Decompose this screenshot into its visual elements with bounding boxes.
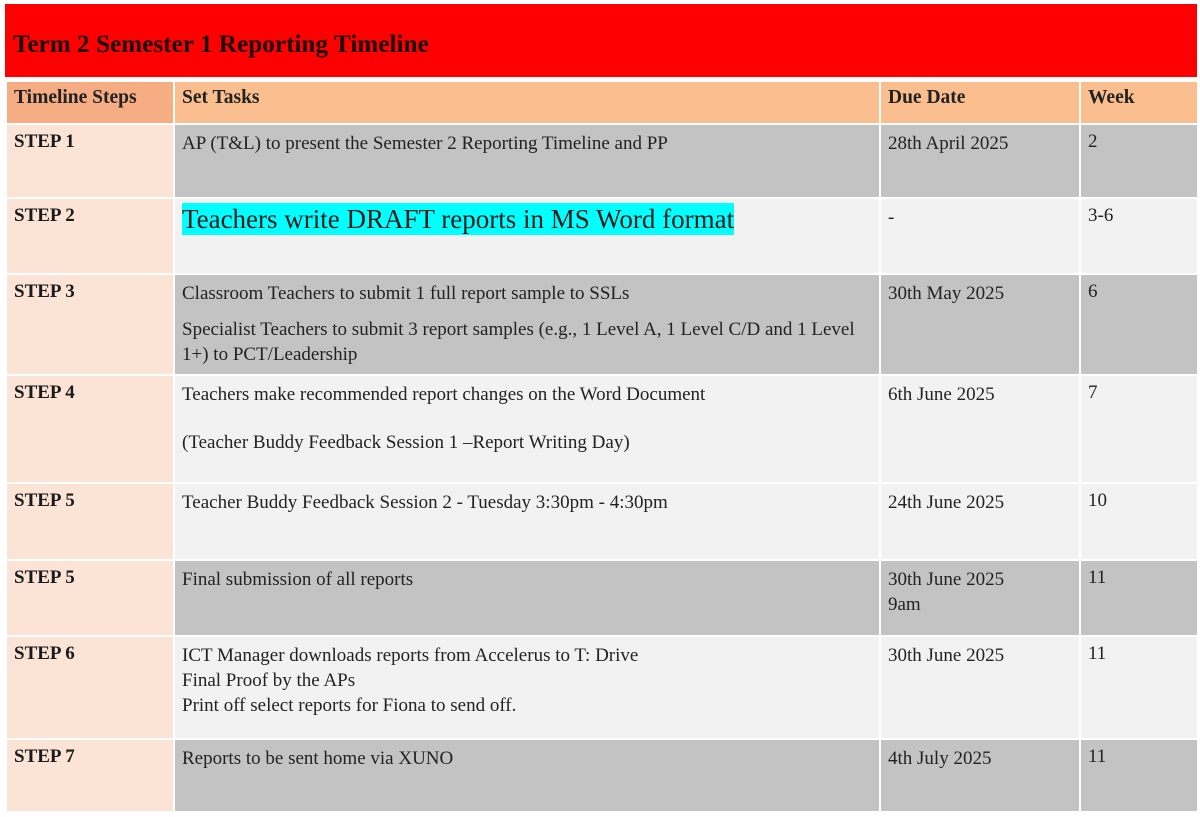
task-text: (Teacher Buddy Feedback Session 1 –Report Writing Day) <box>182 432 630 453</box>
step-label: STEP 7 <box>6 739 174 812</box>
table-row <box>6 483 1198 560</box>
task-cell <box>174 124 880 198</box>
page-title: Term 2 Semester 1 Reporting Timeline <box>13 30 429 58</box>
task-cell <box>174 274 880 375</box>
task-text: Teachers make recommended report changes on the Word Document <box>182 384 706 405</box>
due-date-text: 30th June 2025 <box>888 645 1005 666</box>
title-bar <box>5 4 1197 80</box>
task-text: Classroom Teachers to submit 1 full report sample to SSLs <box>182 283 630 304</box>
column-header-steps: Timeline Steps <box>6 81 174 124</box>
due-date-text: 4th July 2025 <box>888 748 992 769</box>
week-cell: 11 <box>1080 636 1198 739</box>
timeline-table <box>5 80 1199 813</box>
timeline-document <box>5 4 1197 813</box>
step-label: STEP 6 <box>6 636 174 739</box>
highlighted-task-text: Teachers write DRAFT reports in MS Word format <box>182 204 735 234</box>
task-cell <box>174 198 880 274</box>
step-label: STEP 4 <box>6 375 174 483</box>
task-cell <box>174 636 880 739</box>
due-time-text: 9am <box>888 594 921 615</box>
due-date-text: - <box>888 207 895 228</box>
task-text: Specialist Teachers to submit 3 report samples (e.g., 1 Level A, 1 Level C/D and 1 Level 1+) to PCT/Leadership <box>182 319 855 365</box>
due-date-text: 30th May 2025 <box>888 283 1005 304</box>
table-row <box>6 739 1198 812</box>
step-label: STEP 2 <box>6 198 174 274</box>
due-date-cell <box>880 375 1080 483</box>
week-cell: 11 <box>1080 560 1198 636</box>
due-date-cell <box>880 274 1080 375</box>
task-text: ICT Manager downloads reports from Accelerus to T: Drive <box>182 645 639 666</box>
table-row <box>6 274 1198 375</box>
table-row <box>6 198 1198 274</box>
task-text: Final submission of all reports <box>182 569 414 590</box>
due-date-text: 30th June 2025 <box>888 569 1005 590</box>
task-text: Reports to be sent home via XUNO <box>182 748 454 769</box>
header-row <box>6 81 1198 124</box>
task-text: Teacher Buddy Feedback Session 2 - Tuesday 3:30pm - 4:30pm <box>182 492 668 513</box>
due-date-cell <box>880 483 1080 560</box>
week-cell: 6 <box>1080 274 1198 375</box>
task-cell <box>174 739 880 812</box>
table-row <box>6 124 1198 198</box>
step-label: STEP 1 <box>6 124 174 198</box>
table-row <box>6 560 1198 636</box>
week-cell: 2 <box>1080 124 1198 198</box>
task-cell <box>174 483 880 560</box>
step-label: STEP 5 <box>6 560 174 636</box>
column-header-tasks: Set Tasks <box>174 81 880 124</box>
task-cell <box>174 560 880 636</box>
task-text: AP (T&L) to present the Semester 2 Reporting Timeline and PP <box>182 133 668 154</box>
due-date-text: 28th April 2025 <box>888 133 1009 154</box>
table-row <box>6 375 1198 483</box>
due-date-text: 6th June 2025 <box>888 384 995 405</box>
due-date-cell <box>880 124 1080 198</box>
step-label: STEP 3 <box>6 274 174 375</box>
due-date-cell <box>880 739 1080 812</box>
step-label: STEP 5 <box>6 483 174 560</box>
week-cell: 10 <box>1080 483 1198 560</box>
task-cell <box>174 375 880 483</box>
column-header-week: Week <box>1080 81 1198 124</box>
due-date-text: 24th June 2025 <box>888 492 1005 513</box>
task-text: Final Proof by the APs <box>182 670 356 691</box>
due-date-cell <box>880 636 1080 739</box>
due-date-cell <box>880 560 1080 636</box>
week-cell: 11 <box>1080 739 1198 812</box>
table-row <box>6 636 1198 739</box>
task-text: Print off select reports for Fiona to send off. <box>182 695 517 716</box>
week-cell: 3-6 <box>1080 198 1198 274</box>
week-cell: 7 <box>1080 375 1198 483</box>
due-date-cell <box>880 198 1080 274</box>
column-header-due-date: Due Date <box>880 81 1080 124</box>
